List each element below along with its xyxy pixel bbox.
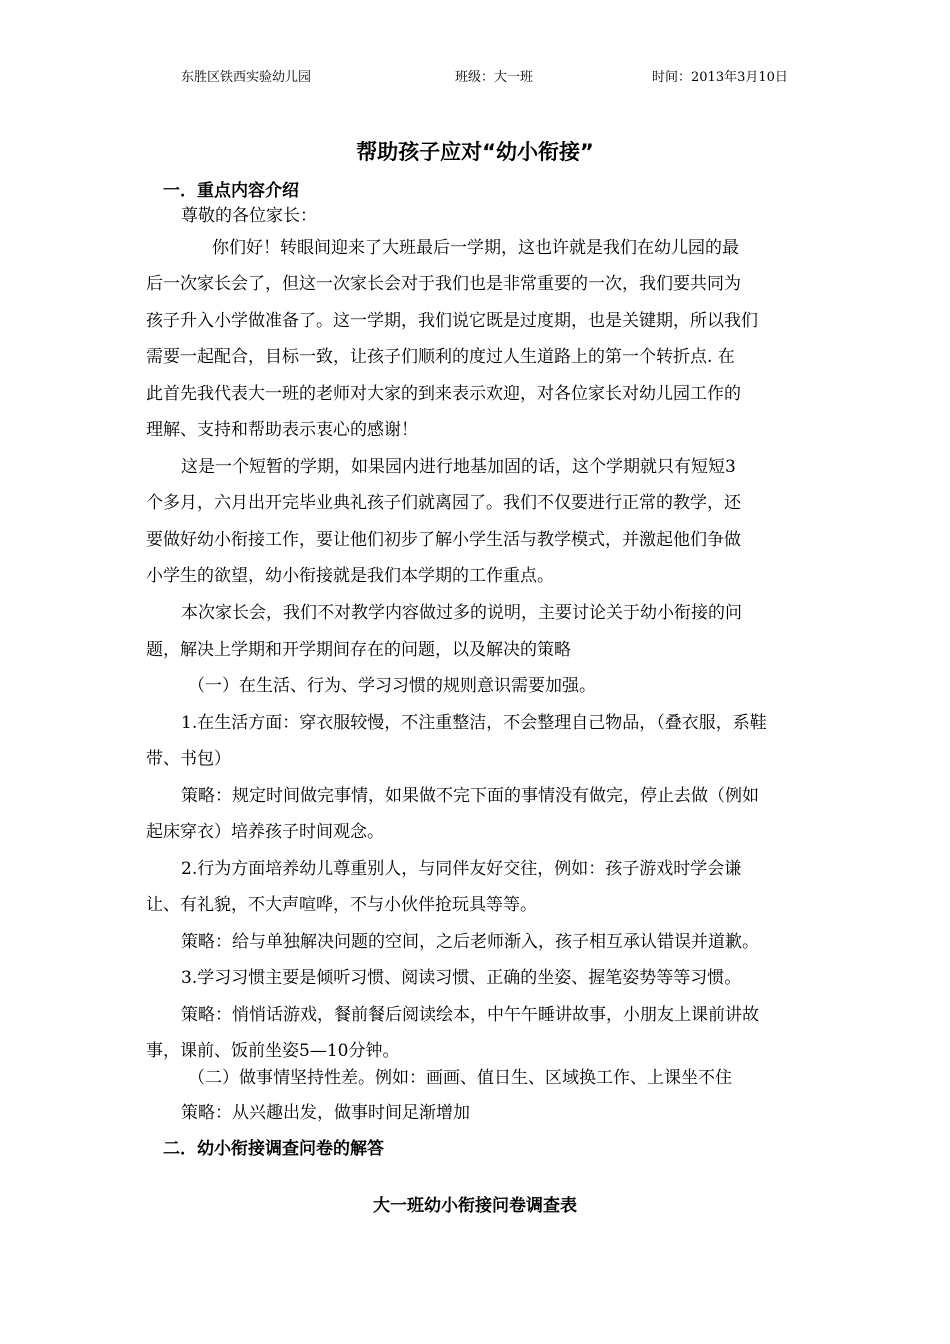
body-line: （二）做事情坚持性差。例如：画画、值日生、区域换工作、上课坐不住 xyxy=(188,1068,732,1088)
document-title: 帮助孩子应对“幼小衔接” xyxy=(356,140,594,164)
header-class: 班级：大一班 xyxy=(455,70,534,85)
body-line: 这是一个短暂的学期，如果园内进行地基加固的话，这个学期就只有短短3 xyxy=(181,457,736,477)
section-heading-2: 二．幼小衔接调查问卷的解答 xyxy=(163,1139,384,1159)
body-line: 小学生的欲望，幼小衔接就是我们本学期的工作重点。 xyxy=(146,566,554,586)
header-school: 东胜区铁西实验幼儿园 xyxy=(181,70,312,85)
body-line: 个多月，六月出开完毕业典礼孩子们就离园了。我们不仅要进行正常的教学，还 xyxy=(146,493,741,513)
body-line: 1.在生活方面：穿衣服较慢，不注重整洁，不会整理自己物品，（叠衣服，系鞋 xyxy=(181,713,767,733)
body-line: 让、有礼貌，不大声喧哗，不与小伙伴抢玩具等等。 xyxy=(146,895,537,915)
survey-table-title: 大一班幼小衔接问卷调查表 xyxy=(373,1196,577,1216)
body-line: 2.行为方面培养幼儿尊重别人，与同伴友好交往，例如：孩子游戏时学会谦 xyxy=(181,859,742,879)
body-line: 此首先我代表大一班的老师对大家的到来表示欢迎，对各位家长对幼儿园工作的 xyxy=(146,384,741,404)
body-line: 策略：悄悄话游戏，餐前餐后阅读绘本，中午午睡讲故事，小朋友上课前讲故 xyxy=(181,1005,759,1025)
body-line: 你们好！转眼间迎来了大班最后一学期，这也许就是我们在幼儿园的最 xyxy=(212,238,739,258)
body-line: 孩子升入小学做准备了。这一学期，我们说它既是过度期，也是关键期，所以我们 xyxy=(146,311,758,331)
body-line: 题，解决上学期和开学期间存在的问题，以及解决的策略 xyxy=(146,640,571,660)
body-line: 本次家长会，我们不对教学内容做过多的说明，主要讨论关于幼小衔接的问 xyxy=(181,603,742,623)
body-line: 尊敬的各位家长： xyxy=(181,206,317,226)
body-line: 策略：给与单独解决问题的空间，之后老师渐入，孩子相互承认错误并道歉。 xyxy=(181,932,759,952)
section-heading-1: 一．重点内容介绍 xyxy=(163,181,299,201)
body-line: 策略：从兴趣出发，做事时间足渐增加 xyxy=(181,1103,470,1123)
body-line: 需要一起配合，目标一致，让孩子们顺利的度过人生道路上的第一个转折点. 在 xyxy=(146,347,735,367)
body-line: 带、书包） xyxy=(146,749,231,769)
body-line: 起床穿衣）培养孩子时间观念。 xyxy=(146,822,384,842)
header-date: 时间：2013年3月10日 xyxy=(652,70,788,85)
body-line: （一）在生活、行为、学习习惯的规则意识需要加强。 xyxy=(188,676,596,696)
body-line: 理解、支持和帮助表示衷心的感谢！ xyxy=(146,420,418,440)
body-line: 策略：规定时间做完事情，如果做不完下面的事情没有做完，停止去做（例如 xyxy=(181,786,759,806)
body-line: 事，课前、饭前坐姿5—10分钟。 xyxy=(146,1041,400,1061)
body-line: 要做好幼小衔接工作，要让他们初步了解小学生活与教学模式，并激起他们争做 xyxy=(146,530,741,550)
body-line: 后一次家长会了，但这一次家长会对于我们也是非常重要的一次，我们要共同为 xyxy=(146,274,741,294)
body-line: 3.学习习惯主要是倾听习惯、阅读习惯、正确的坐姿、握笔姿势等等习惯。 xyxy=(181,968,742,988)
